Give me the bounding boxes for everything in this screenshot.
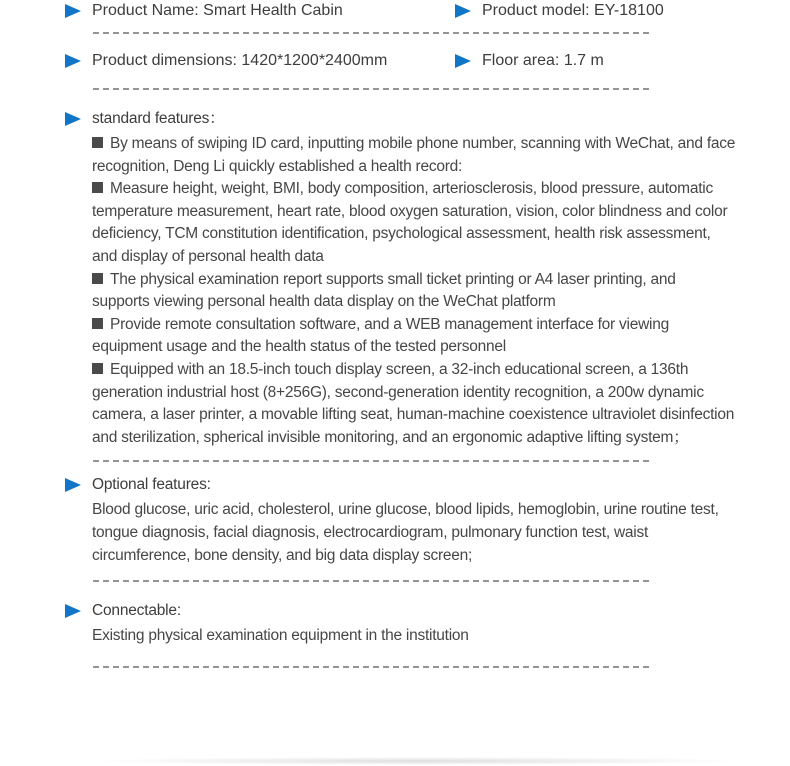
- triangle-bullet-icon: [65, 478, 81, 492]
- connectable-body: [92, 625, 737, 648]
- product-dimensions-label: Product dimensions: 1420*1200*2400mm: [92, 52, 388, 69]
- product-model-label: Product model: EY-18100: [482, 2, 664, 19]
- page-bottom-shadow: [100, 757, 738, 765]
- square-bullet-icon: [92, 137, 103, 148]
- spec-floor-area: [455, 52, 604, 70]
- floor-area-label: Floor area: 1.7 m: [482, 52, 604, 69]
- spec-product-dimensions: [65, 52, 455, 70]
- dashed-divider: [93, 460, 649, 462]
- optional-features-body: [92, 499, 737, 567]
- feature-item: [92, 178, 737, 268]
- square-bullet-icon: [92, 318, 103, 329]
- spec-product-model: [455, 2, 664, 20]
- section-optional-features: [0, 475, 790, 567]
- square-bullet-icon: [92, 273, 103, 284]
- dashed-divider: [93, 88, 649, 90]
- feature-text: Measure height, weight, BMI, body composition, arteriosclerosis, blood pressure, automatic temperature measurement, heart rate, blood oxygen saturation, vision, color blindness and color deficiency, TCM constitution identification, psychological assessment, health risk assessment, and display of personal health data: [92, 180, 728, 265]
- optional-features-text: Blood glucose, uric acid, cholesterol, urine glucose, blood lipids, hemoglobin, urine routine test, tongue diagnosis, facial diagnosis, electrocardiogram, pulmonary function test, waist circumference, bone density, and big data display screen;: [92, 501, 719, 564]
- section-header: [65, 601, 790, 621]
- connectable-title: Connectable:: [92, 602, 181, 620]
- triangle-bullet-icon: [65, 54, 81, 68]
- triangle-bullet-icon: [455, 4, 471, 18]
- spec-product-name: [65, 2, 455, 20]
- section-header: [65, 109, 790, 129]
- triangle-bullet-icon: [455, 54, 471, 68]
- spec-row-1: [0, 2, 790, 20]
- feature-text: Equipped with an 18.5-inch touch display screen, a 32-inch educational screen, a 136th generation industrial host (8+256G), second-generation identity recognition, a 200w dynamic camera, a laser printer, a movable lifting seat, human-machine coexistence ultraviolet disinfection and sterilization, spherical invisible monitoring, and an ergonomic adaptive lifting system；: [92, 360, 735, 446]
- optional-features-title: Optional features:: [92, 476, 211, 494]
- connectable-text: Existing physical examination equipment in the institution: [92, 627, 469, 645]
- feature-item: [92, 359, 737, 449]
- section-header: [65, 475, 790, 495]
- feature-text: By means of swiping ID card, inputting mobile phone number, scanning with WeChat, and face recognition, Deng Li quickly established a health record:: [92, 135, 736, 175]
- dashed-divider: [93, 32, 649, 34]
- spec-row-2: [0, 52, 790, 70]
- standard-features-title: standard features：: [92, 110, 225, 127]
- feature-item: [92, 269, 737, 314]
- feature-item: [92, 314, 737, 359]
- dashed-divider: [93, 580, 649, 582]
- triangle-bullet-icon: [65, 112, 81, 126]
- standard-features-body: [92, 133, 737, 449]
- feature-item: [92, 133, 737, 178]
- section-connectable: [0, 601, 790, 648]
- square-bullet-icon: [92, 182, 103, 193]
- triangle-bullet-icon: [65, 4, 81, 18]
- feature-text: Provide remote consultation software, and a WEB management interface for viewing equipment usage and the health status of the tested personnel: [92, 315, 669, 356]
- triangle-bullet-icon: [65, 604, 81, 618]
- product-name-label: Product Name: Smart Health Cabin: [92, 2, 343, 19]
- square-bullet-icon: [92, 363, 103, 374]
- feature-text: The physical examination report supports small ticket printing or A4 laser printing, and supports viewing personal health data display on the WeChat platform: [92, 270, 676, 311]
- dashed-divider: [93, 666, 649, 668]
- section-standard-features: [0, 109, 790, 449]
